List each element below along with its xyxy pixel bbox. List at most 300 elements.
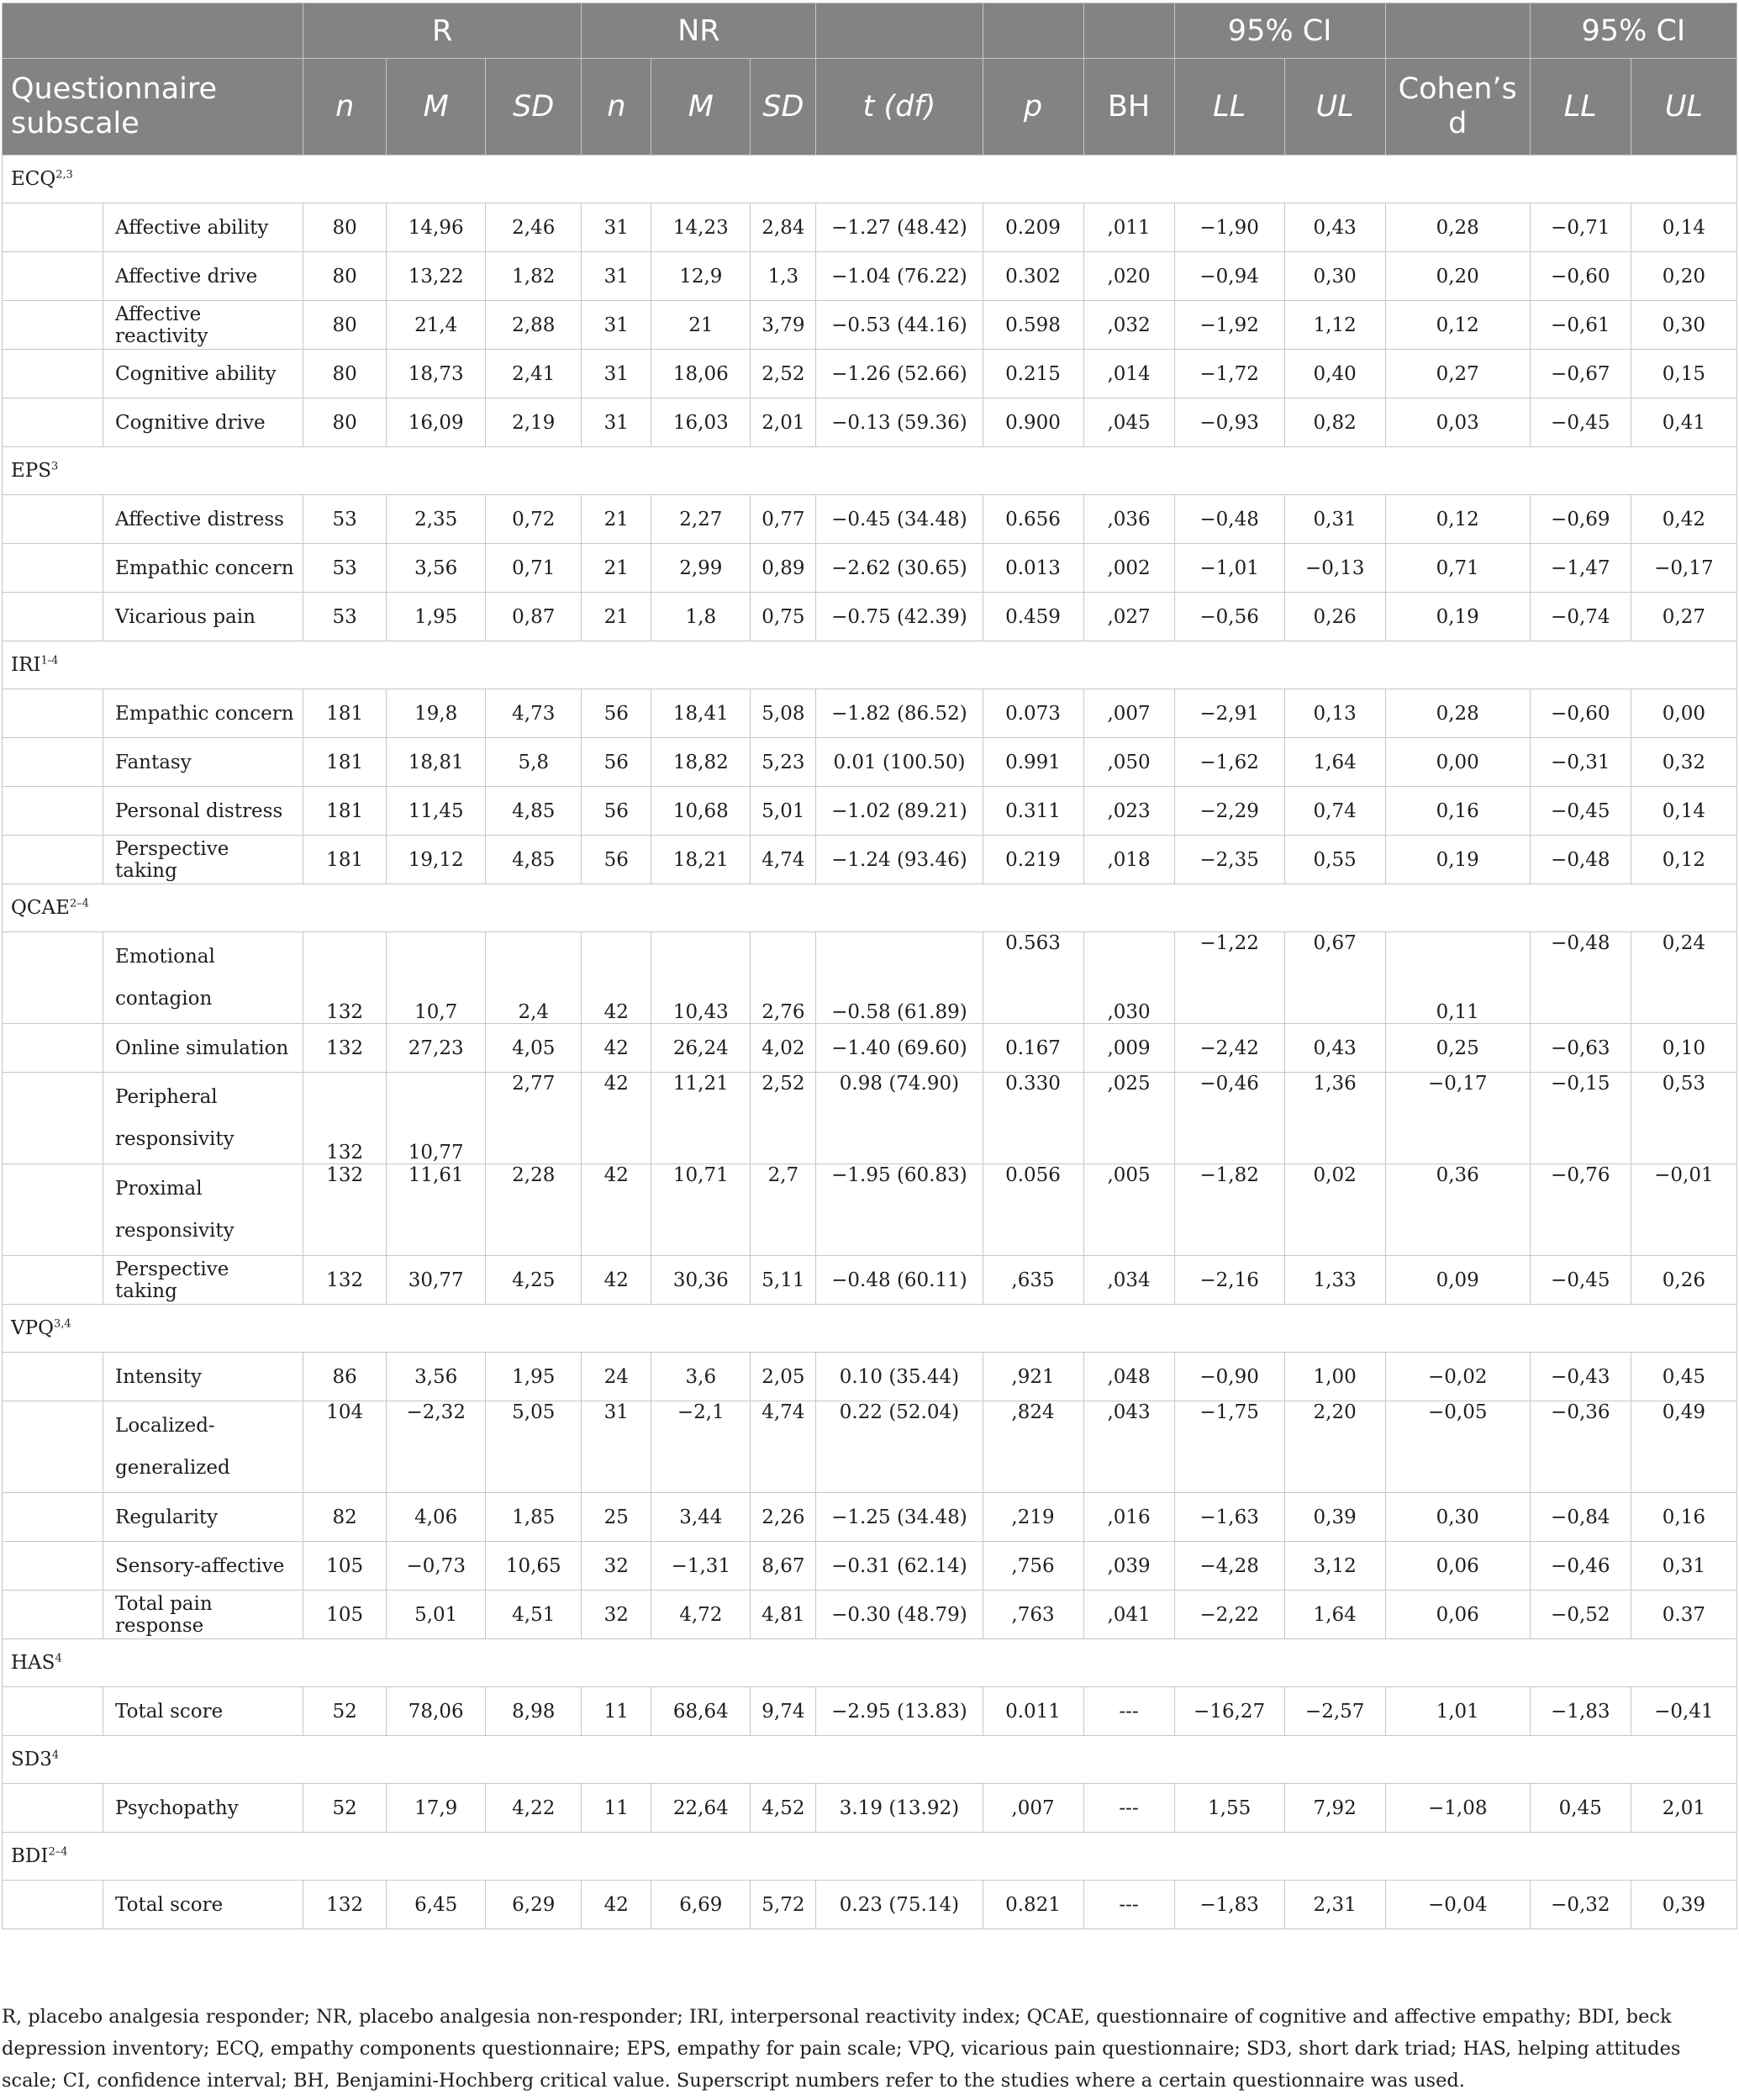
table-row: [3, 787, 1737, 836]
header-sd-nr: SD: [751, 59, 816, 156]
cell-m-nr: 10,68: [651, 787, 751, 836]
table-row: [3, 203, 1737, 252]
cell-ul-1: 1,64: [1284, 1591, 1385, 1639]
subscale-name: Affective distress: [103, 495, 303, 544]
cell-p: 0.656: [983, 495, 1083, 544]
cell-sd-r: 0,87: [486, 593, 582, 641]
cell-sd-nr: 2,01: [751, 398, 816, 447]
cell-cohens-d: −0,17: [1385, 1073, 1530, 1164]
cell-t-df: −0.30 (48.79): [816, 1591, 983, 1639]
cell-ul-2: 0,32: [1631, 738, 1736, 787]
subscale-name: Intensity: [103, 1353, 303, 1401]
cell-sd-nr: 2,7: [751, 1164, 816, 1256]
group-row: [3, 1833, 1737, 1881]
cell-bh: ,011: [1083, 203, 1174, 252]
cell-ul-2: 0,24: [1631, 932, 1736, 1024]
cell-t-df: −1.27 (48.42): [816, 203, 983, 252]
cell-p: 0.563: [983, 932, 1083, 1024]
cell-m-r: 78,06: [387, 1687, 486, 1736]
cell-m-r: 2,35: [387, 495, 486, 544]
cell-p: 0.598: [983, 301, 1083, 350]
cell-ll-1: −0,90: [1174, 1353, 1284, 1401]
cell-m-r: 19,12: [387, 836, 486, 884]
subscale-name-line-2: responsivity: [115, 1128, 235, 1150]
cell-p: 0.302: [983, 252, 1083, 301]
cell-bh: ,034: [1083, 1256, 1174, 1305]
table-row: [3, 252, 1737, 301]
cell-m-r: 14,96: [387, 203, 486, 252]
cell-ll-2: −1,47: [1530, 544, 1631, 593]
table-row: [3, 1256, 1737, 1305]
cell-m-r: 13,22: [387, 252, 486, 301]
indent-cell: [3, 738, 103, 787]
cell-ul-1: 1,64: [1284, 738, 1385, 787]
cell-m-r: 10,77: [387, 1073, 486, 1164]
cell-sd-nr: 1,3: [751, 252, 816, 301]
cell-ul-2: −0,17: [1631, 544, 1736, 593]
indent-cell: [3, 593, 103, 641]
cell-n-r: 53: [303, 593, 387, 641]
cell-ul-2: 0,27: [1631, 593, 1736, 641]
header-m-nr: M: [651, 59, 751, 156]
cell-ul-2: 0,31: [1631, 1542, 1736, 1591]
cell-ul-2: 0,41: [1631, 398, 1736, 447]
indent-cell: [3, 301, 103, 350]
cell-ll-1: −1,92: [1174, 301, 1284, 350]
cell-ll-2: −0,84: [1530, 1493, 1631, 1542]
cell-bh: ,023: [1083, 787, 1174, 836]
results-table: [2, 3, 1737, 1929]
cell-ll-1: −1,75: [1174, 1401, 1284, 1493]
cell-n-r: 53: [303, 495, 387, 544]
cell-m-r: 3,56: [387, 544, 486, 593]
cell-bh: ,016: [1083, 1493, 1174, 1542]
table-row: [3, 1591, 1737, 1639]
cell-sd-nr: 4,52: [751, 1784, 816, 1833]
table-row: [3, 1024, 1737, 1073]
cell-ll-1: −16,27: [1174, 1687, 1284, 1736]
cell-cohens-d: 0,12: [1385, 301, 1530, 350]
cell-t-df: −0.75 (42.39): [816, 593, 983, 641]
cell-cohens-d: 0,06: [1385, 1591, 1530, 1639]
cell-p: 0.900: [983, 398, 1083, 447]
indent-cell: [3, 544, 103, 593]
table-row: [3, 1164, 1737, 1256]
cell-bh: ,002: [1083, 544, 1174, 593]
group-name: QCAE: [11, 897, 70, 919]
indent-cell: [3, 203, 103, 252]
subscale-name-line-1: Proximal: [115, 1178, 203, 1200]
header-blank-t: [816, 3, 983, 59]
indent-cell: [3, 495, 103, 544]
cell-ul-2: 0,15: [1631, 350, 1736, 398]
subscale-name: Vicarious pain: [103, 593, 303, 641]
cell-bh: ,032: [1083, 301, 1174, 350]
cell-cohens-d: −1,08: [1385, 1784, 1530, 1833]
cell-cohens-d: 0,28: [1385, 689, 1530, 738]
cell-ll-2: −0,61: [1530, 301, 1631, 350]
cell-ul-1: 0,30: [1284, 252, 1385, 301]
group-superscript: 3: [51, 460, 59, 473]
cell-ul-2: 0,42: [1631, 495, 1736, 544]
group-label: [3, 1639, 1737, 1687]
cell-sd-r: 4,25: [486, 1256, 582, 1305]
cell-n-nr: 21: [582, 495, 651, 544]
cell-cohens-d: 0,25: [1385, 1024, 1530, 1073]
indent-cell: [3, 1591, 103, 1639]
header-m-r: M: [387, 59, 486, 156]
cell-n-r: 132: [303, 1024, 387, 1073]
group-superscript: 2,3: [55, 168, 73, 182]
cell-ul-1: 2,31: [1284, 1881, 1385, 1929]
cell-m-nr: 2,27: [651, 495, 751, 544]
cell-ul-2: 0,39: [1631, 1881, 1736, 1929]
cell-cohens-d: 0,19: [1385, 836, 1530, 884]
group-name: EPS: [11, 460, 52, 482]
indent-cell: [3, 1784, 103, 1833]
cell-sd-nr: 3,79: [751, 301, 816, 350]
cell-cohens-d: 0,00: [1385, 738, 1530, 787]
cell-n-nr: 42: [582, 1256, 651, 1305]
cell-p: 0.056: [983, 1164, 1083, 1256]
cell-p: 0.011: [983, 1687, 1083, 1736]
cell-ll-2: −0,46: [1530, 1542, 1631, 1591]
subscale-name: [103, 932, 303, 1024]
cell-n-r: 132: [303, 1073, 387, 1164]
cell-sd-r: 2,77: [486, 1073, 582, 1164]
cell-t-df: 3.19 (13.92): [816, 1784, 983, 1833]
cell-ul-1: 7,92: [1284, 1784, 1385, 1833]
cell-ll-1: −2,91: [1174, 689, 1284, 738]
cell-m-r: 16,09: [387, 398, 486, 447]
cell-sd-nr: 4,74: [751, 836, 816, 884]
cell-ul-1: 0,31: [1284, 495, 1385, 544]
cell-t-df: −2.62 (30.65): [816, 544, 983, 593]
cell-cohens-d: 0,28: [1385, 203, 1530, 252]
header-t-df: t (df): [816, 59, 983, 156]
group-superscript: 2–4: [48, 1845, 68, 1859]
cell-ll-1: −2,35: [1174, 836, 1284, 884]
cell-t-df: −1.24 (93.46): [816, 836, 983, 884]
cell-m-nr: 18,82: [651, 738, 751, 787]
cell-p: 0.215: [983, 350, 1083, 398]
indent-cell: [3, 1881, 103, 1929]
cell-sd-nr: 9,74: [751, 1687, 816, 1736]
cell-ul-2: 2,01: [1631, 1784, 1736, 1833]
cell-n-nr: 32: [582, 1542, 651, 1591]
cell-bh: ,027: [1083, 593, 1174, 641]
cell-p: 0.167: [983, 1024, 1083, 1073]
subscale-name: Sensory-affective: [103, 1542, 303, 1591]
cell-cohens-d: 0,03: [1385, 398, 1530, 447]
indent-cell: [3, 398, 103, 447]
cell-t-df: −0.31 (62.14): [816, 1542, 983, 1591]
cell-n-nr: 42: [582, 1024, 651, 1073]
cell-cohens-d: 0,12: [1385, 495, 1530, 544]
cell-p: 0.459: [983, 593, 1083, 641]
cell-t-df: −1.02 (89.21): [816, 787, 983, 836]
cell-n-r: 132: [303, 932, 387, 1024]
cell-ll-1: −0,56: [1174, 593, 1284, 641]
subscale-name: [103, 1073, 303, 1164]
cell-p: 0.991: [983, 738, 1083, 787]
table-row: [3, 1353, 1737, 1401]
cell-sd-nr: 2,76: [751, 932, 816, 1024]
table-footnote: R, placebo analgesia responder; NR, placebo analgesia non-responder; IRI, interpersonal reactivity index; QCAE, questionnaire of cognitive and affective empathy; BDI, beck depression inventory; ECQ, empathy components questionnaire; EPS, empathy for pain scale; VPQ, vicarious pain questionnaire; SD3, short dark triad; HAS, helping attitudes scale; CI, confidence interval; BH, Benjamini-Hochberg critical value. Superscript numbers refer to the studies where a certain questionnaire was used.: [2, 2006, 1681, 2092]
cell-m-r: 21,4: [387, 301, 486, 350]
indent-cell: [3, 1024, 103, 1073]
cell-t-df: 0.23 (75.14): [816, 1881, 983, 1929]
cell-ul-2: 0,14: [1631, 203, 1736, 252]
group-label: [3, 1305, 1737, 1353]
cell-m-r: 5,01: [387, 1591, 486, 1639]
cell-ul-2: 0,45: [1631, 1353, 1736, 1401]
subscale-name: [103, 1164, 303, 1256]
cell-sd-r: 2,28: [486, 1164, 582, 1256]
cell-t-df: −2.95 (13.83): [816, 1687, 983, 1736]
cell-p: ,824: [983, 1401, 1083, 1493]
cell-m-nr: 6,69: [651, 1881, 751, 1929]
cell-m-nr: 68,64: [651, 1687, 751, 1736]
subscale-name: Fantasy: [103, 738, 303, 787]
cell-bh: ,018: [1083, 836, 1174, 884]
cell-bh: ,005: [1083, 1164, 1174, 1256]
cell-ul-1: 1,36: [1284, 1073, 1385, 1164]
group-row: [3, 1305, 1737, 1353]
cell-m-nr: 18,21: [651, 836, 751, 884]
cell-ul-2: −0,01: [1631, 1164, 1736, 1256]
cell-m-r: −2,32: [387, 1401, 486, 1493]
subscale-name: Psychopathy: [103, 1784, 303, 1833]
cell-ul-1: 1,00: [1284, 1353, 1385, 1401]
cell-bh: ,007: [1083, 689, 1174, 738]
cell-ll-2: −0,32: [1530, 1881, 1631, 1929]
cell-m-nr: 3,6: [651, 1353, 751, 1401]
cell-ll-2: 0,45: [1530, 1784, 1631, 1833]
indent-cell: [3, 1542, 103, 1591]
cell-ul-2: 0,20: [1631, 252, 1736, 301]
cell-bh: ,020: [1083, 252, 1174, 301]
cell-bh: ,039: [1083, 1542, 1174, 1591]
cell-n-r: 53: [303, 544, 387, 593]
cell-m-nr: 12,9: [651, 252, 751, 301]
cell-t-df: −1.04 (76.22): [816, 252, 983, 301]
cell-ll-2: −0,36: [1530, 1401, 1631, 1493]
subscale-name: Cognitive drive: [103, 398, 303, 447]
cell-bh: ,041: [1083, 1591, 1174, 1639]
cell-ul-1: 0,43: [1284, 1024, 1385, 1073]
cell-ll-2: −0,15: [1530, 1073, 1631, 1164]
header-blank-bh: [1083, 3, 1174, 59]
table-row: [3, 495, 1737, 544]
cell-m-r: 19,8: [387, 689, 486, 738]
cell-ul-1: 0,43: [1284, 203, 1385, 252]
cell-bh: ---: [1083, 1784, 1174, 1833]
cell-sd-nr: 2,05: [751, 1353, 816, 1401]
cell-bh: ,045: [1083, 398, 1174, 447]
cell-cohens-d: 0,11: [1385, 932, 1530, 1024]
cell-n-r: 132: [303, 1164, 387, 1256]
cell-ul-2: 0,16: [1631, 1493, 1736, 1542]
cell-m-nr: 22,64: [651, 1784, 751, 1833]
cell-ul-1: 0,74: [1284, 787, 1385, 836]
table-row: [3, 689, 1737, 738]
cell-sd-r: 4,85: [486, 787, 582, 836]
cell-n-nr: 31: [582, 301, 651, 350]
cell-cohens-d: 0,20: [1385, 252, 1530, 301]
table-row: [3, 1881, 1737, 1929]
cell-p: ,763: [983, 1591, 1083, 1639]
cell-sd-r: 2,88: [486, 301, 582, 350]
cell-n-r: 80: [303, 398, 387, 447]
cell-ul-2: 0,30: [1631, 301, 1736, 350]
indent-cell: [3, 1687, 103, 1736]
cell-sd-nr: 2,52: [751, 350, 816, 398]
cell-p: ,635: [983, 1256, 1083, 1305]
header-blank-d: [1385, 3, 1530, 59]
table-row: [3, 1687, 1737, 1736]
cell-n-nr: 21: [582, 544, 651, 593]
cell-ul-1: 3,12: [1284, 1542, 1385, 1591]
indent-cell: [3, 836, 103, 884]
subscale-name-line-2: responsivity: [115, 1220, 235, 1242]
indent-cell: [3, 1256, 103, 1305]
header-blank: [3, 3, 303, 59]
cell-ll-1: −0,46: [1174, 1073, 1284, 1164]
cell-ul-2: 0,10: [1631, 1024, 1736, 1073]
cell-ll-1: −2,42: [1174, 1024, 1284, 1073]
cell-ul-1: 0,13: [1284, 689, 1385, 738]
cell-n-nr: 25: [582, 1493, 651, 1542]
group-name: IRI: [11, 654, 41, 676]
cell-ll-1: −1,62: [1174, 738, 1284, 787]
table-row: [3, 1401, 1737, 1493]
cell-m-r: 3,56: [387, 1353, 486, 1401]
subscale-name: Affective reactivity: [103, 301, 303, 350]
cell-ll-1: −1,63: [1174, 1493, 1284, 1542]
cell-cohens-d: 0,27: [1385, 350, 1530, 398]
cell-n-r: 104: [303, 1401, 387, 1493]
cell-ul-2: 0,14: [1631, 787, 1736, 836]
subscale-name: Empathic concern: [103, 544, 303, 593]
cell-ll-1: −0,48: [1174, 495, 1284, 544]
cell-sd-r: 2,19: [486, 398, 582, 447]
cell-ul-2: 0,12: [1631, 836, 1736, 884]
cell-cohens-d: 1,01: [1385, 1687, 1530, 1736]
cell-m-nr: 14,23: [651, 203, 751, 252]
cell-sd-r: 5,8: [486, 738, 582, 787]
cell-ll-2: −0,45: [1530, 398, 1631, 447]
header-group-nr: NR: [582, 3, 816, 59]
cell-m-nr: 21: [651, 301, 751, 350]
group-row: [3, 1639, 1737, 1687]
subscale-name: Total pain response: [103, 1591, 303, 1639]
cell-ul-2: 0,49: [1631, 1401, 1736, 1493]
cell-cohens-d: 0,09: [1385, 1256, 1530, 1305]
cell-m-r: −0,73: [387, 1542, 486, 1591]
cell-ll-2: −0,31: [1530, 738, 1631, 787]
cell-ll-2: −1,83: [1530, 1687, 1631, 1736]
cell-cohens-d: −0,04: [1385, 1881, 1530, 1929]
subscale-name: Perspective taking: [103, 836, 303, 884]
cell-m-nr: 10,43: [651, 932, 751, 1024]
table-row: [3, 1073, 1737, 1164]
subscale-name: Regularity: [103, 1493, 303, 1542]
cell-sd-nr: 0,89: [751, 544, 816, 593]
cell-ll-1: −0,93: [1174, 398, 1284, 447]
cell-p: 0.073: [983, 689, 1083, 738]
cell-bh: ,025: [1083, 1073, 1174, 1164]
cell-n-nr: 32: [582, 1591, 651, 1639]
cell-ul-1: −2,57: [1284, 1687, 1385, 1736]
cell-t-df: −1.95 (60.83): [816, 1164, 983, 1256]
subscale-name-line-1: Emotional: [115, 946, 215, 968]
cell-sd-r: 0,72: [486, 495, 582, 544]
table-row: [3, 398, 1737, 447]
subscale-name: Perspective taking: [103, 1256, 303, 1305]
cell-m-nr: −1,31: [651, 1542, 751, 1591]
cell-n-nr: 31: [582, 1401, 651, 1493]
cell-n-nr: 56: [582, 787, 651, 836]
cell-n-r: 105: [303, 1542, 387, 1591]
cell-ll-1: −2,29: [1174, 787, 1284, 836]
cell-sd-r: 4,73: [486, 689, 582, 738]
cell-m-nr: 4,72: [651, 1591, 751, 1639]
cell-n-r: 80: [303, 350, 387, 398]
header-blank-p: [983, 3, 1083, 59]
cell-ul-2: 0.37: [1631, 1591, 1736, 1639]
cell-ll-1: −1,83: [1174, 1881, 1284, 1929]
cell-bh: ---: [1083, 1687, 1174, 1736]
cell-bh: ,043: [1083, 1401, 1174, 1493]
cell-n-nr: 31: [582, 252, 651, 301]
indent-cell: [3, 787, 103, 836]
cell-sd-nr: 5,72: [751, 1881, 816, 1929]
group-name: ECQ: [11, 168, 56, 190]
group-superscript: 1-4: [40, 654, 59, 667]
table-row: [3, 1493, 1737, 1542]
cell-n-r: 105: [303, 1591, 387, 1639]
header-ul-1: UL: [1284, 59, 1385, 156]
cell-sd-nr: 2,52: [751, 1073, 816, 1164]
cell-ll-1: −1,01: [1174, 544, 1284, 593]
cell-sd-nr: 5,11: [751, 1256, 816, 1305]
cell-n-r: 132: [303, 1256, 387, 1305]
cell-ll-2: −0,45: [1530, 1256, 1631, 1305]
cell-ul-1: 0,55: [1284, 836, 1385, 884]
cell-ul-1: 0,40: [1284, 350, 1385, 398]
cell-sd-nr: 2,84: [751, 203, 816, 252]
indent-cell: [3, 1073, 103, 1164]
subscale-name: Affective ability: [103, 203, 303, 252]
subscale-name: [103, 1401, 303, 1493]
table-row: [3, 1542, 1737, 1591]
cell-p: 0.013: [983, 544, 1083, 593]
cell-bh: ,036: [1083, 495, 1174, 544]
cell-ll-2: −0,43: [1530, 1353, 1631, 1401]
cell-cohens-d: −0,05: [1385, 1401, 1530, 1493]
cell-sd-r: 2,46: [486, 203, 582, 252]
cell-m-nr: 18,41: [651, 689, 751, 738]
cell-m-r: 10,7: [387, 932, 486, 1024]
cell-sd-r: 5,05: [486, 1401, 582, 1493]
subscale-name: Total score: [103, 1881, 303, 1929]
cell-t-df: −1.82 (86.52): [816, 689, 983, 738]
indent-cell: [3, 1353, 103, 1401]
cell-ul-2: −0,41: [1631, 1687, 1736, 1736]
cell-p: 0.209: [983, 203, 1083, 252]
cell-ul-1: 0,39: [1284, 1493, 1385, 1542]
